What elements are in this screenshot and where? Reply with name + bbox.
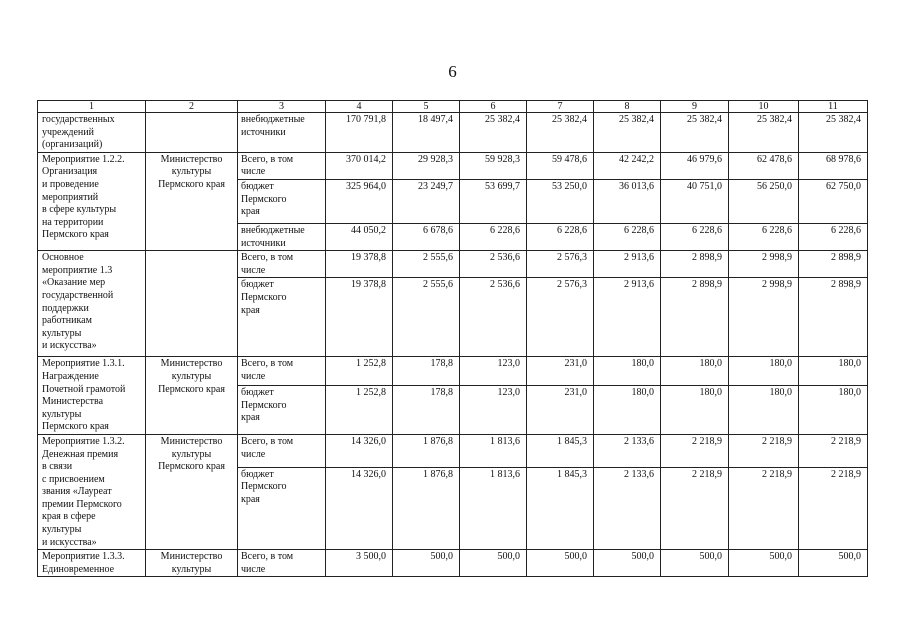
activity-cell	[38, 152, 146, 250]
value-cell: 46 979,6	[661, 152, 729, 179]
value-cell: 180,0	[799, 357, 868, 386]
activity-line: звания «Лауреат	[42, 486, 112, 498]
table-row	[38, 550, 868, 577]
value-cell: 180,0	[799, 385, 868, 434]
funding-source-cell	[238, 550, 326, 577]
value-cell: 53 699,7	[460, 179, 527, 223]
activity-line: Мероприятие 1.2.2.	[42, 153, 125, 165]
value-cell: 500,0	[527, 550, 594, 577]
executor-line: Министерство	[160, 153, 223, 165]
value-cell: 25 382,4	[799, 113, 868, 153]
activity-line: в связи	[42, 461, 73, 473]
activity-line: с присвоением	[42, 473, 105, 485]
source-line: края	[241, 304, 260, 316]
activity-line: Пермского края	[42, 421, 109, 433]
activity-line: и проведение	[42, 178, 99, 190]
column-number: 9	[661, 101, 729, 113]
source-line: бюджет	[241, 386, 274, 398]
value-cell: 2 218,9	[729, 467, 799, 549]
value-cell: 2 555,6	[393, 278, 460, 357]
value-cell: 2 218,9	[799, 467, 868, 549]
value-cell: 231,0	[527, 357, 594, 386]
value-cell: 1 845,3	[527, 434, 594, 467]
executor-cell	[146, 357, 238, 435]
value-cell: 1 813,6	[460, 467, 527, 549]
value-cell: 231,0	[527, 385, 594, 434]
executor-cell	[146, 550, 238, 577]
source-line: края	[241, 412, 260, 424]
activity-line: мероприятие 1.3	[42, 264, 113, 276]
source-line: источники	[241, 126, 286, 138]
source-line: числе	[241, 166, 266, 178]
value-cell: 62 478,6	[729, 152, 799, 179]
activity-line: в сфере культуры	[42, 204, 117, 216]
activity-line: культуры	[42, 408, 82, 420]
value-cell: 18 497,4	[393, 113, 460, 153]
value-cell: 6 228,6	[661, 223, 729, 250]
funding-source-cell	[238, 179, 326, 223]
source-line: края	[241, 494, 260, 506]
value-cell: 180,0	[594, 385, 661, 434]
activity-cell	[38, 113, 146, 153]
executor-line: Пермского края	[158, 461, 225, 473]
value-cell: 180,0	[729, 357, 799, 386]
column-number: 11	[799, 101, 868, 113]
source-line: Всего, в том	[241, 358, 294, 370]
funding-source-cell	[238, 278, 326, 357]
value-cell: 59 478,6	[527, 152, 594, 179]
source-line: Всего, в том	[241, 252, 294, 264]
value-cell: 1 876,8	[393, 467, 460, 549]
source-line: числе	[241, 563, 266, 575]
source-line: числе	[241, 264, 266, 276]
source-line: числе	[241, 448, 266, 460]
value-cell: 325 964,0	[326, 179, 393, 223]
source-line: бюджет	[241, 180, 274, 192]
value-cell: 23 249,7	[393, 179, 460, 223]
activity-line: Мероприятие 1.3.1.	[42, 358, 125, 370]
value-cell: 2 913,6	[594, 278, 661, 357]
source-line: Всего, в том	[241, 551, 294, 563]
table-row	[38, 113, 868, 153]
value-cell: 6 678,6	[393, 223, 460, 250]
value-cell: 123,0	[460, 357, 527, 386]
value-cell: 2 898,9	[661, 278, 729, 357]
source-line: внебюджетные	[241, 224, 305, 236]
executor-cell	[146, 434, 238, 549]
page-number: 6	[448, 62, 457, 81]
value-cell: 25 382,4	[729, 113, 799, 153]
executor-line: культуры	[171, 166, 212, 178]
value-cell: 123,0	[460, 385, 527, 434]
activity-line: (организаций)	[42, 139, 103, 151]
source-line: Всего, в том	[241, 153, 294, 165]
column-number: 8	[594, 101, 661, 113]
activity-line: Министерства	[42, 396, 104, 408]
value-cell: 2 913,6	[594, 251, 661, 278]
value-cell: 19 378,8	[326, 278, 393, 357]
value-cell: 14 326,0	[326, 467, 393, 549]
activity-line: мероприятий	[42, 191, 99, 203]
source-line: края	[241, 206, 260, 218]
value-cell: 59 928,3	[460, 152, 527, 179]
value-cell: 180,0	[661, 357, 729, 386]
column-number: 1	[38, 101, 146, 113]
value-cell: 6 228,6	[527, 223, 594, 250]
value-cell: 25 382,4	[460, 113, 527, 153]
funding-source-cell	[238, 113, 326, 153]
value-cell: 180,0	[594, 357, 661, 386]
value-cell: 500,0	[594, 550, 661, 577]
value-cell: 2 998,9	[729, 278, 799, 357]
value-cell: 6 228,6	[799, 223, 868, 250]
activity-line: Мероприятие 1.3.2.	[42, 435, 125, 447]
activity-line: государственной	[42, 289, 114, 301]
value-cell: 2 998,9	[729, 251, 799, 278]
value-cell: 29 928,3	[393, 152, 460, 179]
value-cell: 2 133,6	[594, 467, 661, 549]
value-cell: 1 252,8	[326, 385, 393, 434]
activity-line: учреждений	[42, 126, 94, 138]
value-cell: 180,0	[729, 385, 799, 434]
value-cell: 2 133,6	[594, 434, 661, 467]
activity-cell	[38, 550, 146, 577]
activity-line: Денежная премия	[42, 448, 119, 460]
activity-line: края в сфере	[42, 511, 96, 523]
value-cell: 2 536,6	[460, 251, 527, 278]
value-cell: 2 218,9	[799, 434, 868, 467]
activity-line: работникам	[42, 315, 92, 327]
funding-source-cell	[238, 223, 326, 250]
column-number: 10	[729, 101, 799, 113]
value-cell: 1 876,8	[393, 434, 460, 467]
value-cell: 68 978,6	[799, 152, 868, 179]
executor-line: Министерство	[160, 551, 223, 563]
activity-line: и искусства»	[42, 536, 97, 548]
budget-table	[37, 100, 868, 577]
table-row	[38, 152, 868, 179]
funding-source-cell	[238, 467, 326, 549]
value-cell: 36 013,6	[594, 179, 661, 223]
value-cell: 370 014,2	[326, 152, 393, 179]
table-row	[38, 251, 868, 278]
value-cell: 1 813,6	[460, 434, 527, 467]
funding-source-cell	[238, 251, 326, 278]
value-cell: 2 555,6	[393, 251, 460, 278]
executor-line: Министерство	[160, 358, 223, 370]
source-line: Пермского	[241, 481, 287, 493]
value-cell: 19 378,8	[326, 251, 393, 278]
executor-cell	[146, 113, 238, 153]
value-cell: 2 218,9	[729, 434, 799, 467]
value-cell: 2 576,3	[527, 278, 594, 357]
value-cell: 6 228,6	[729, 223, 799, 250]
activity-line: Награждение	[42, 370, 99, 382]
value-cell: 180,0	[661, 385, 729, 434]
value-cell: 62 750,0	[799, 179, 868, 223]
activity-line: культуры	[42, 327, 82, 339]
value-cell: 1 252,8	[326, 357, 393, 386]
value-cell: 2 898,9	[799, 251, 868, 278]
activity-line: культуры	[42, 524, 82, 536]
column-number: 2	[146, 101, 238, 113]
value-cell: 2 576,3	[527, 251, 594, 278]
funding-source-cell	[238, 385, 326, 434]
value-cell: 170 791,8	[326, 113, 393, 153]
value-cell: 500,0	[729, 550, 799, 577]
source-line: бюджет	[241, 468, 274, 480]
funding-source-cell	[238, 152, 326, 179]
value-cell: 53 250,0	[527, 179, 594, 223]
activity-line: премии Пермского	[42, 498, 122, 510]
source-line: бюджет	[241, 279, 274, 291]
activity-cell	[38, 251, 146, 357]
source-line: Пермского	[241, 193, 287, 205]
activity-line: государственных	[42, 114, 115, 125]
source-line: Пермского	[241, 291, 287, 303]
executor-cell	[146, 152, 238, 250]
value-cell: 2 898,9	[799, 278, 868, 357]
activity-line: «Оказание мер	[42, 277, 106, 289]
value-cell: 25 382,4	[527, 113, 594, 153]
value-cell: 500,0	[460, 550, 527, 577]
activity-line: Основное	[42, 252, 84, 264]
source-line: числе	[241, 370, 266, 382]
value-cell: 2 218,9	[661, 467, 729, 549]
activity-line: Пермского края	[42, 229, 109, 241]
value-cell: 2 898,9	[661, 251, 729, 278]
activity-line: и искусства»	[42, 340, 97, 352]
activity-cell	[38, 357, 146, 435]
source-line: Всего, в том	[241, 435, 294, 447]
value-cell: 178,8	[393, 385, 460, 434]
column-number: 7	[527, 101, 594, 113]
value-cell: 6 228,6	[594, 223, 661, 250]
value-cell: 500,0	[661, 550, 729, 577]
activity-line: Мероприятие 1.3.3.	[42, 551, 125, 563]
header-row	[38, 101, 868, 113]
value-cell: 2 218,9	[661, 434, 729, 467]
value-cell: 25 382,4	[661, 113, 729, 153]
table-row	[38, 357, 868, 386]
funding-source-cell	[238, 434, 326, 467]
activity-cell	[38, 434, 146, 549]
activity-line: Единовременное	[42, 563, 115, 575]
value-cell: 56 250,0	[729, 179, 799, 223]
activity-line: поддержки	[42, 302, 89, 314]
value-cell: 40 751,0	[661, 179, 729, 223]
column-number: 4	[326, 101, 393, 113]
column-number: 5	[393, 101, 460, 113]
executor-cell	[146, 251, 238, 357]
executor-line: Пермского края	[158, 383, 225, 395]
table-row	[38, 434, 868, 467]
value-cell: 25 382,4	[594, 113, 661, 153]
executor-line: культуры	[171, 370, 212, 382]
value-cell: 500,0	[393, 550, 460, 577]
source-line: внебюджетные	[241, 114, 305, 125]
value-cell: 2 536,6	[460, 278, 527, 357]
activity-line: на территории	[42, 216, 104, 228]
activity-line: Организация	[42, 166, 98, 178]
value-cell: 1 845,3	[527, 467, 594, 549]
value-cell: 6 228,6	[460, 223, 527, 250]
value-cell: 42 242,2	[594, 152, 661, 179]
source-line: источники	[241, 237, 286, 249]
value-cell: 44 050,2	[326, 223, 393, 250]
source-line: Пермского	[241, 399, 287, 411]
table-body	[38, 101, 868, 577]
value-cell: 500,0	[799, 550, 868, 577]
column-number: 6	[460, 101, 527, 113]
value-cell: 178,8	[393, 357, 460, 386]
activity-line: Почетной грамотой	[42, 383, 126, 395]
executor-line: культуры	[171, 563, 212, 575]
funding-source-cell	[238, 357, 326, 386]
column-number: 3	[238, 101, 326, 113]
executor-line: Пермского края	[158, 178, 225, 190]
value-cell: 3 500,0	[326, 550, 393, 577]
executor-line: Министерство	[160, 435, 223, 447]
executor-line: культуры	[171, 448, 212, 460]
value-cell: 14 326,0	[326, 434, 393, 467]
